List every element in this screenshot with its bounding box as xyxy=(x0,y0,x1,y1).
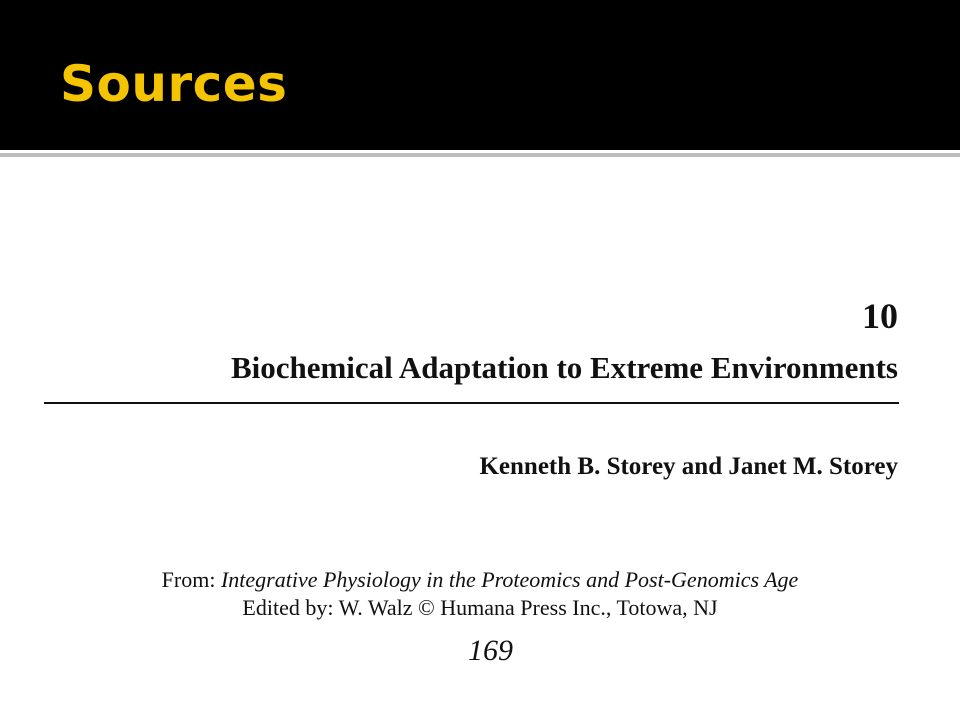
chapter-title: Biochemical Adaptation to Extreme Environments xyxy=(230,350,898,385)
from-label: From: xyxy=(161,567,221,592)
edited-by-line: Edited by: W. Walz © Humana Press Inc., Totowa, NJ xyxy=(242,595,718,620)
title-bar xyxy=(0,0,960,150)
slide-title: Sources xyxy=(60,55,288,113)
book-title: Integrative Physiology in the Proteomics and Post-Genomics Age xyxy=(220,567,799,592)
chapter-number: 10 xyxy=(862,296,898,336)
source-from-line xyxy=(0,566,960,594)
title-divider-gray xyxy=(0,153,960,157)
page-number: 169 xyxy=(468,634,513,667)
chapter-title-rule xyxy=(44,402,899,404)
chapter-authors: Kenneth B. Storey and Janet M. Storey xyxy=(479,453,898,480)
